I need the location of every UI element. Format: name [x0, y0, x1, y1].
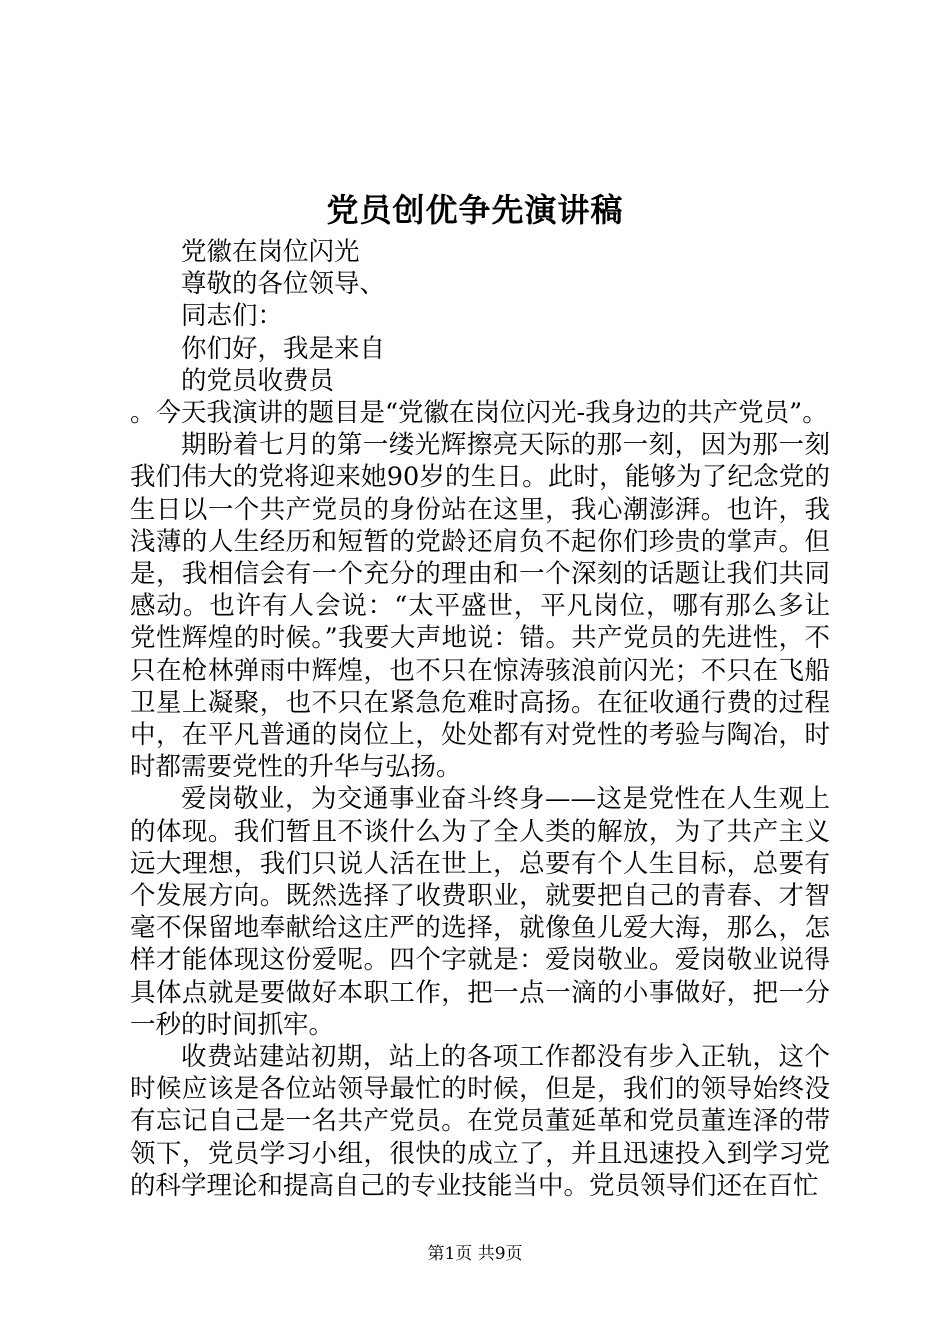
body-paragraph: 收费站建站初期，站上的各项工作都没有步入正轨，这个时候应该是各位站领导最忙的时候，但是，我们的领导始终没有忘记自己是一名共产党员。在党员董延革和党员董连泽的带领下，党员学习小组，很快的成立了，并且迅速投入到学习党的科学理论和提高自己的专业技能当中。党员领导们还在百忙	[130, 1042, 830, 1201]
salutation-line: 尊敬的各位领导、	[181, 269, 386, 300]
document-body	[130, 236, 830, 1202]
speech-subtitle: 党徽在岗位闪光	[181, 237, 360, 267]
page-footer: 第1页 共9页	[427, 1244, 523, 1264]
document-title: 党员创优争先演讲稿	[326, 191, 624, 229]
salutation-line: 同志们：	[181, 301, 284, 332]
body-paragraph: 期盼着七月的第一缕光辉擦亮天际的那一刻，因为那一刻我们伟大的党将迎来她90岁的生日。此时，能够为了纪念党的生日以一个共产党员的身份站在这里，我心潮澎湃。也许，我浅薄的人生经历和短暂的党龄还肩负不起你们珍贵的掌声。但是，我相信会有一个充分的理由和一个深刻的话题让我们共同感动。也许有人会说：“太平盛世，平凡岗位，哪有那么多让党性辉煌的时候。”我要大声地说：错。共产党员的先进性，不只在枪林弹雨中辉煌，也不只在惊涛骇浪前闪光；不只在飞船卫星上凝聚，也不只在紧急危难时高扬。在征收通行费的过程中，在平凡普通的岗位上，处处都有对党性的考验与陶冶，时时都需要党性的升华与弘扬。	[130, 430, 830, 783]
body-paragraph: 。今天我演讲的题目是“党徽在岗位闪光-我身边的共产党员”。	[130, 398, 828, 429]
greeting-line: 的党员收费员	[181, 365, 335, 396]
body-paragraph: 爱岗敬业，为交通事业奋斗终身——这是党性在人生观上的体现。我们暂且不谈什么为了全人类的解放，为了共产主义远大理想，我们只说人活在世上，总要有个人生目标，总要有个发展方向。既然选择了收费职业，就要把自己的青春、才智毫不保留地奉献给这庄严的选择，就像鱼儿爱大海，那么，怎样才能体现这份爱呢。四个字就是：爱岗敬业。爱岗敬业说得具体点就是要做好本职工作，把一点一滴的小事做好，把一分一秒的时间抓牢。	[130, 784, 830, 1040]
greeting-line: 你们好，我是来自	[181, 333, 386, 364]
